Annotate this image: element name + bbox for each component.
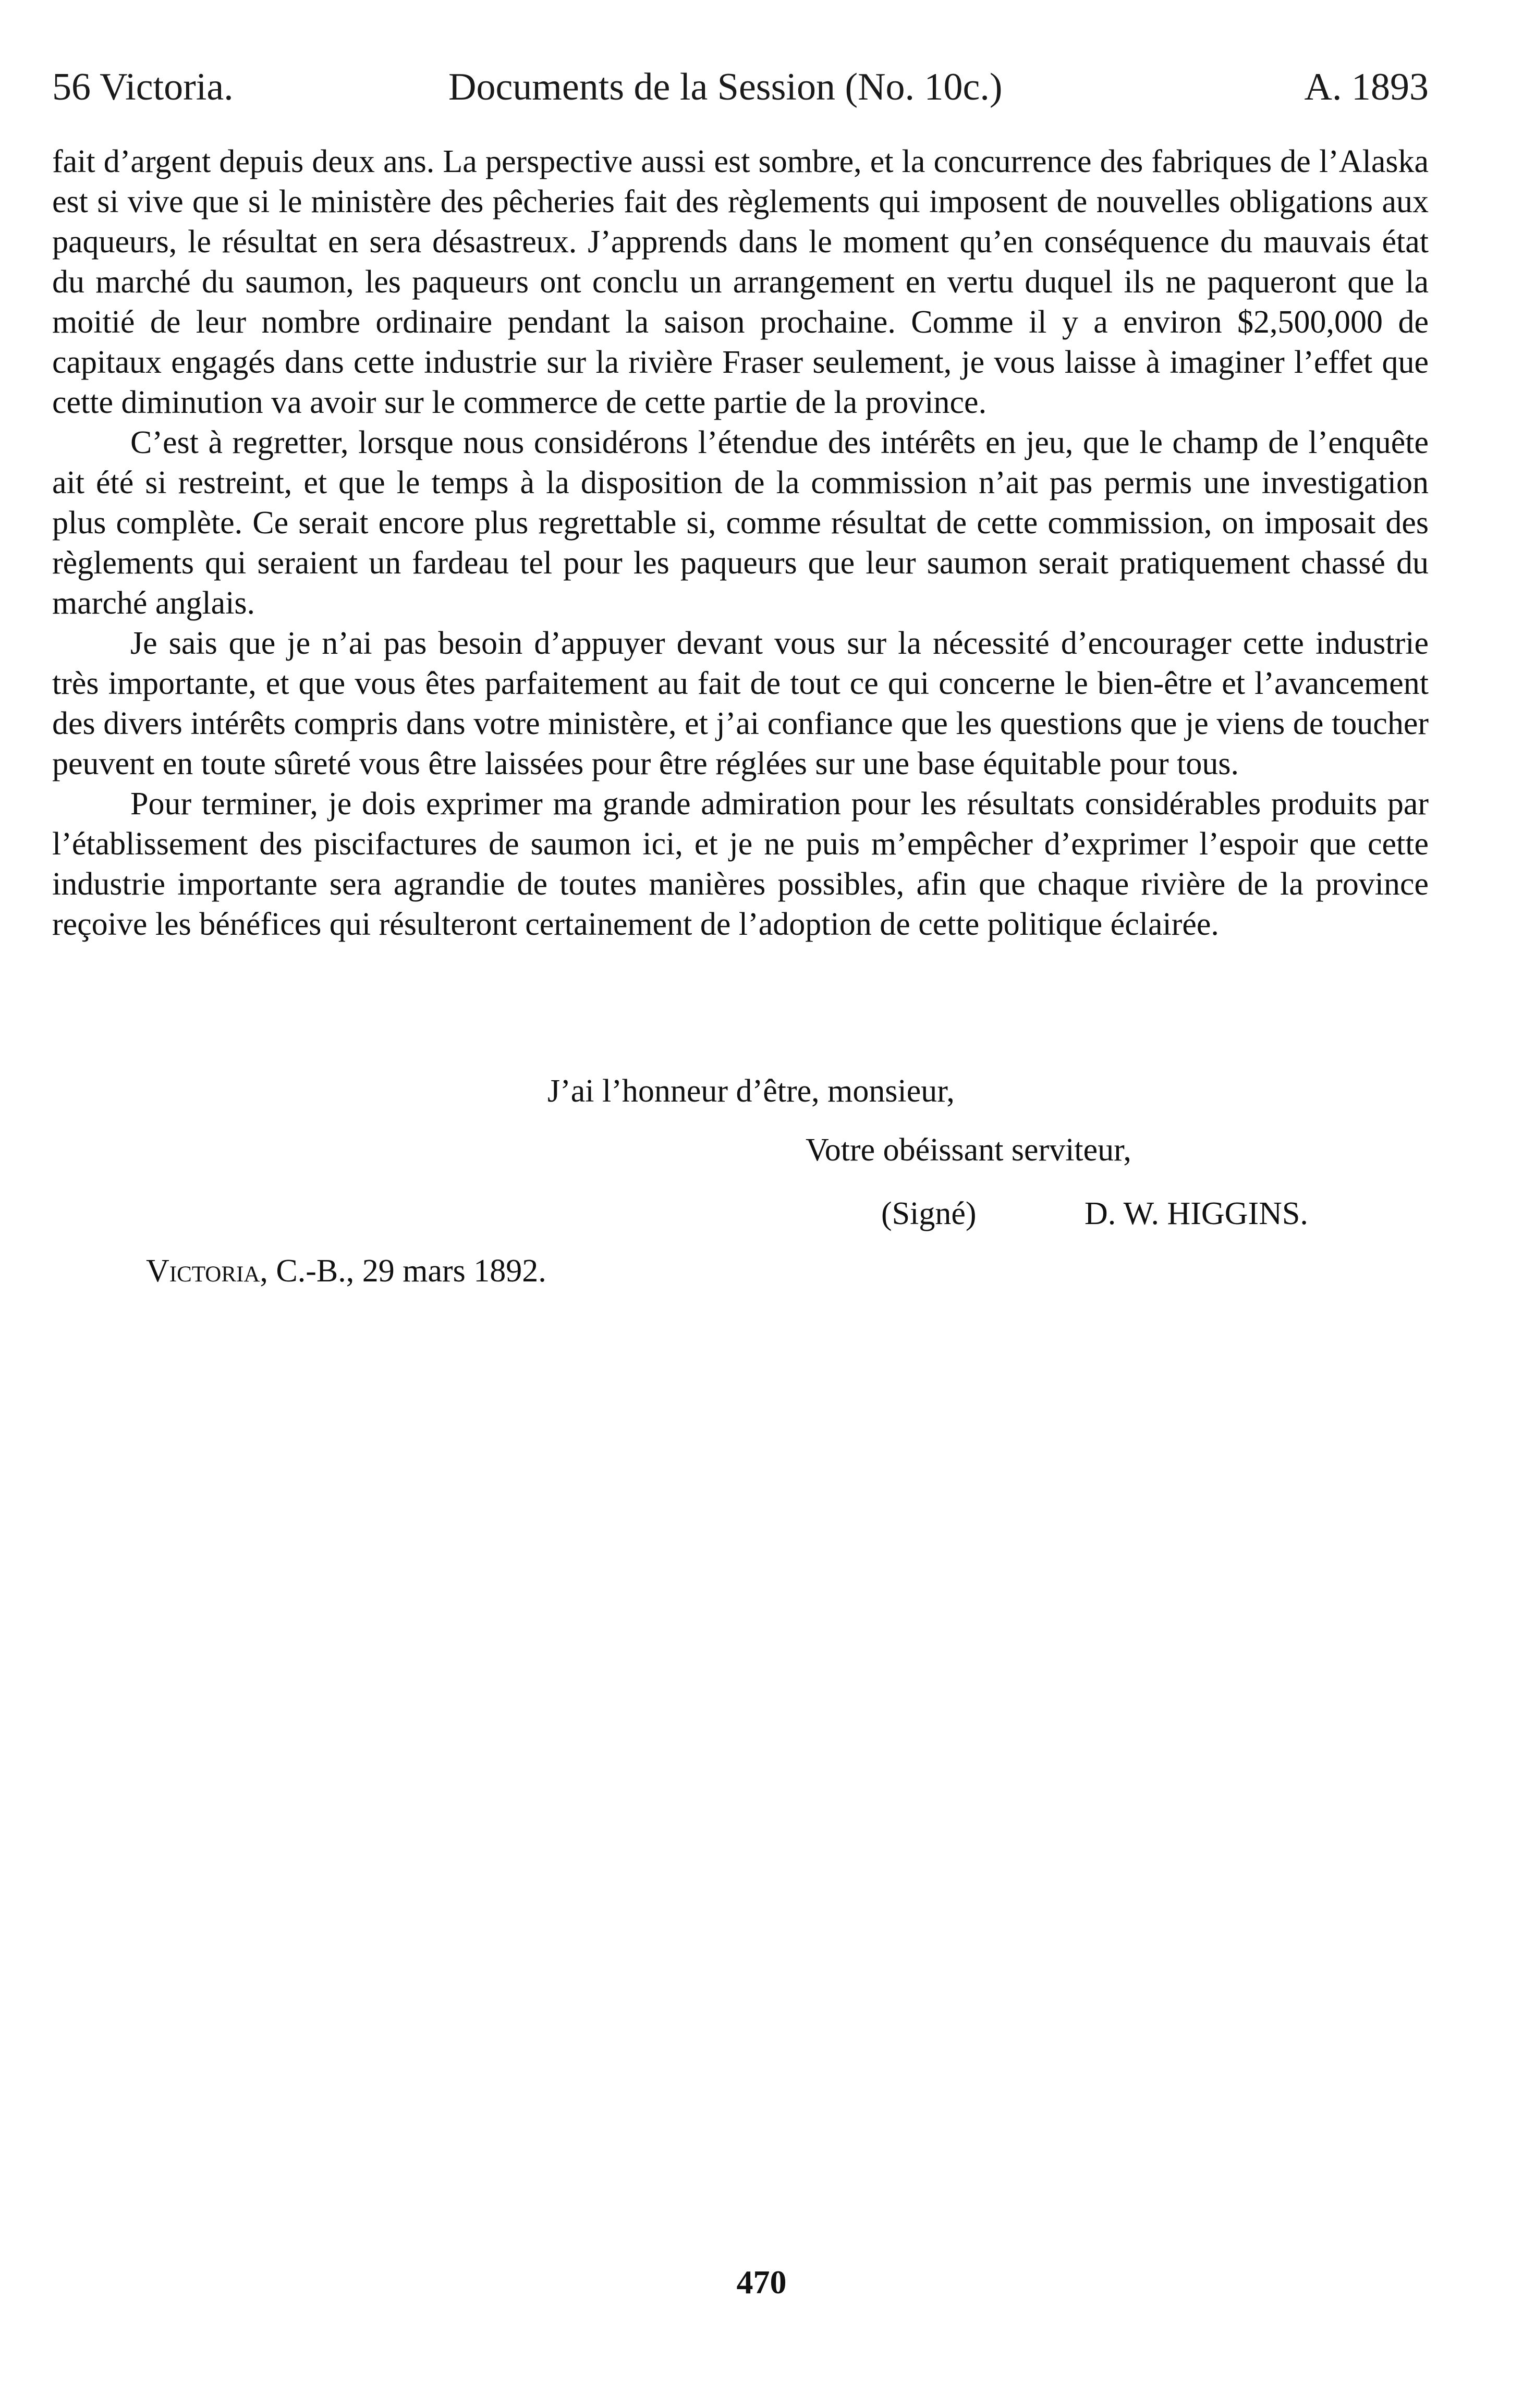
place-name: Victoria bbox=[146, 1253, 260, 1289]
paragraph: Je sais que je n’ai pas besoin d’appuyer devant vous sur la nécessité d’encourager cette industrie très importante, et que vous êtes parfaitement au fait de tout ce qui concerne le bien-être et l’avancement des divers intérêts compris dans votre ministère, et j’ai confiance que les questions que je viens de toucher peuvent en toute sûreté vous être laissées pour être réglées sur une base équitable pour tous. bbox=[52, 626, 1429, 781]
letter-body bbox=[52, 142, 1429, 945]
date-text: , C.-B., 29 mars 1892. bbox=[260, 1253, 546, 1289]
place-and-date bbox=[146, 1251, 546, 1291]
header-session: 56 Victoria. bbox=[52, 66, 234, 108]
running-header bbox=[52, 58, 1429, 116]
header-year: A. 1893 bbox=[1304, 66, 1429, 108]
closing-servant: Votre obéissant serviteur, bbox=[806, 1132, 1131, 1168]
header-document-title: Documents de la Session (No. 10c.) bbox=[448, 66, 1003, 108]
signatory-name: D. W. HIGGINS. bbox=[1085, 1196, 1308, 1231]
signed-label: (Signé) bbox=[881, 1196, 977, 1231]
paragraph: C’est à regretter, lorsque nous considérons l’étendue des intérêts en jeu, que le champ de l’enquête ait été si restreint, et que le temps à la disposition de la commission n’ait pas permis une investigation plus complète. Ce serait encore plus regrettable si, comme résultat de cette commission, on imposait des règlements qui seraient un fardeau tel pour les paqueurs que leur saumon serait pratiquement chassé du marché anglais. bbox=[52, 425, 1429, 621]
paragraph-continued: fait d’argent depuis deux ans. La perspective aussi est sombre, et la concurrence des fabriques de l’Alaska est si vive que si le ministère des pêcheries fait des règlements qui imposent de nouvelles obligations aux paqueurs, le résultat en sera désastreux. J’apprends dans le moment qu’en conséquence du mauvais état du marché du saumon, les paqueurs ont conclu un arrangement en vertu duquel ils ne paqueront que la moitié de leur nombre ordinaire pendant la saison prochaine. Comme il y a environ $2,500,000 de capitaux engagés dans cette industrie sur la rivière Fraser seulement, je vous laisse à imaginer l’effet que cette diminution va avoir sur le commerce de cette partie de la province. bbox=[52, 144, 1429, 420]
page-number: 470 bbox=[736, 2264, 787, 2301]
paragraph: Pour terminer, je dois exprimer ma grande admiration pour les résultats considérables produits par l’établissement des piscifactures de saumon ici, et je ne puis m’empêcher d’exprimer l’espoir que cette industrie importante sera agrandie de toutes manières possibles, afin que chaque rivière de la province reçoive les bénéfices qui résulteront certainement de l’adoption de cette politique éclairée. bbox=[52, 786, 1429, 942]
closing-salutation: J’ai l’honneur d’être, monsieur, bbox=[547, 1073, 955, 1109]
